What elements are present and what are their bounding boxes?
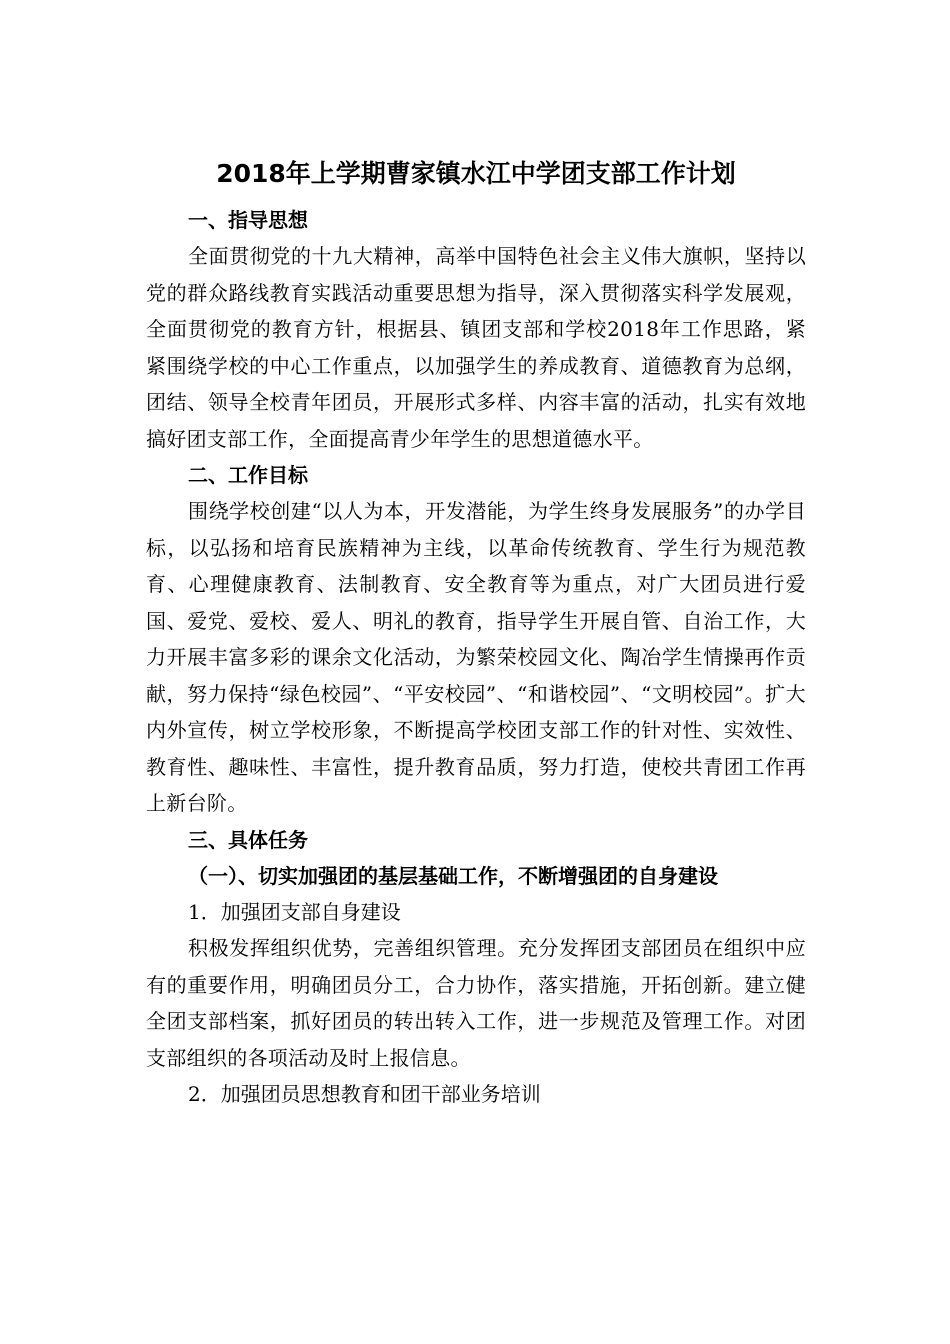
section-paragraph-guiding-ideology: 全面贯彻党的十九大精神，高举中国特色社会主义伟大旗帜，坚持以党的群众路线教育实践活动重要思想为指导，深入贯彻落实科学发展观，全面贯彻党的教育方针，根据县、镇团支部和学校2018年工作思路，紧紧围绕学校的中心工作重点，以加强学生的养成教育、道德教育为总纲，团结、领导全校青年团员，开展形式多样、内容丰富的活动，扎实有效地搞好团支部工作，全面提高青少年学生的思想道德水平。 [146, 244, 806, 451]
document-page [146, 152, 806, 1113]
list-item-member-education: 2．加强团员思想教育和团干部业务培训 [188, 1082, 541, 1106]
list-item-branch-building: 1．加强团支部自身建设 [188, 899, 401, 924]
subsection-heading-grassroots-work: （一）、切实加强团的基层基础工作，不断增强团的自身建设 [188, 863, 718, 888]
section-heading-specific-tasks: 三、具体任务 [188, 827, 308, 852]
list-item-paragraph-branch-building: 积极发挥组织优势，完善组织管理。充分发挥团支部团员在组织中应有的重要作用，明确团员分工，合力协作，落实措施，开拓创新。建立健全团支部档案，抓好团员的转出转入工作，进一步规范及管理工作。对团支部组织的各项活动及时上报信息。 [146, 936, 806, 1070]
document-title: 2018年上学期曹家镇水江中学团支部工作计划 [216, 159, 736, 188]
section-heading-work-goals: 二、工作目标 [188, 463, 308, 487]
section-paragraph-work-goals: 围绕学校创建“以人为本，开发潜能，为学生终身发展服务”的办学目标，以弘扬和培育民族精神为主线，以革命传统教育、学生行为规范教育、心理健康教育、法制教育、安全教育等为重点，对广大团员进行爱国、爱党、爱校、爱人、明礼的教育，指导学生开展自管、自治工作，大力开展丰富多彩的课余文化活动，为繁荣校园文化、陶冶学生情操再作贡献，努力保持“绿色校园”、“平安校园”、“和谐校园”、“文明校园”。扩大内外宣传，树立学校形象，不断提高学校团支部工作的针对性、实效性、教育性、趣味性、丰富性，提升教育品质，努力打造，使校共青团工作再上新台阶。 [146, 499, 806, 815]
section-heading-guiding-ideology: 一、指导思想 [188, 208, 308, 232]
